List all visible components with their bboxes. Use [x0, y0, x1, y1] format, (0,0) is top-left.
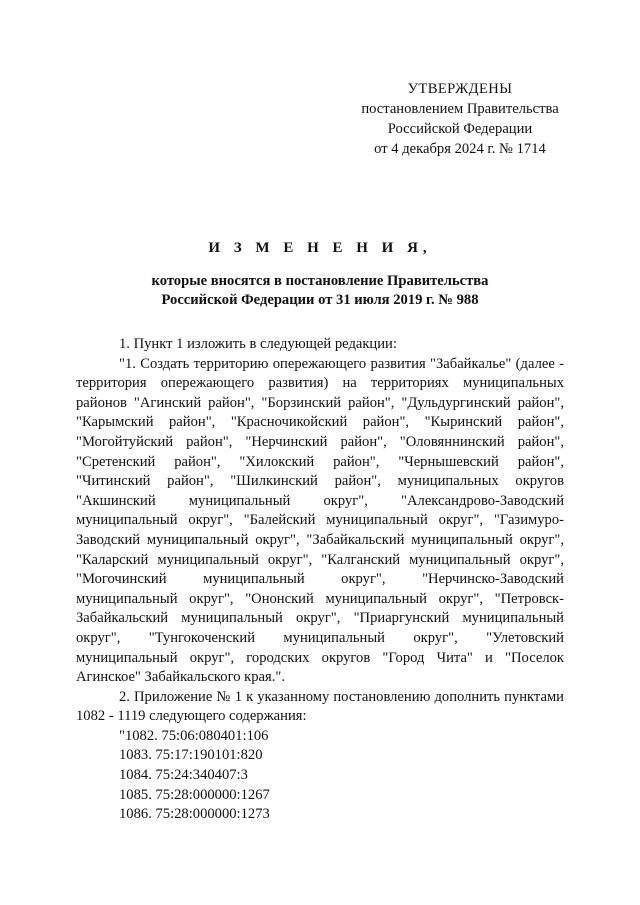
- list-item: 1084. 75:24:340407:3: [119, 767, 248, 784]
- document-subtitle-line-2: Российской Федерации от 31 июля 2019 г. № 988: [161, 292, 479, 308]
- approval-line-3: от 4 декабря 2024 г. № 1714: [374, 141, 546, 157]
- list-item: 1086. 75:28:000000:1273: [119, 806, 270, 823]
- document-body: [76, 335, 564, 825]
- point-1-text: "1. Создать территорию опережающего развития "Забайкалье" (далее - территория опережающего развития) на территориях муниципальных районов "Агинский район", "Борзинский район", "Дульдургинский район", "Карымский район", "Красночикойский район", "Кыринский район", "Могойтуйский район", "Нерчинский район", "Оловяннинский район", "Сретенский район", "Хилокский район", "Чернышевский район", "Читинский район", "Шилкинский район", муниципальных округов "Акшинский муниципальный округ", "Александрово-Заводский муниципальный округ", "Балейский муниципальный округ", "Газимуро-Заводский муниципальный округ", "Забайкальский муниципальный округ", "Каларский муниципальный округ", "Калганский муниципальный округ", "Могочинский муниципальный округ", "Нерчинско-Заводский муниципальный округ", "Ононский муниципальный округ", "Петровск-Забайкальский муниципальный округ", "Приаргунский муниципальный округ", "Тунгокоченский муниципальный округ", "Улетовский муниципальный округ", городских округов "Город Чита" и "Поселок Агинское" Забайкальского края.".: [76, 355, 564, 686]
- document-header: [70, 238, 570, 310]
- approval-stamp: [330, 79, 590, 159]
- document-title: И З М Е Н Е Н И Я,: [208, 240, 432, 256]
- approval-line-2: Российской Федерации: [387, 121, 533, 137]
- list-item: 1085. 75:28:000000:1267: [119, 786, 270, 803]
- approval-line-1: постановлением Правительства: [361, 101, 559, 117]
- approval-title: УТВЕРЖДЕНЫ: [407, 81, 513, 97]
- point-2-text: 2. Приложение № 1 к указанному постановлению дополнить пунктами 1082 - 1119 следующего содержания:: [76, 688, 564, 725]
- point-1-heading: 1. Пункт 1 изложить в следующей редакции:: [119, 336, 397, 352]
- list-item: 1083. 75:17:190101:820: [119, 747, 263, 764]
- list-item: "1082. 75:06:080401:106: [119, 727, 269, 744]
- document-subtitle-line-1: которые вносятся в постановление Правительства: [151, 273, 489, 289]
